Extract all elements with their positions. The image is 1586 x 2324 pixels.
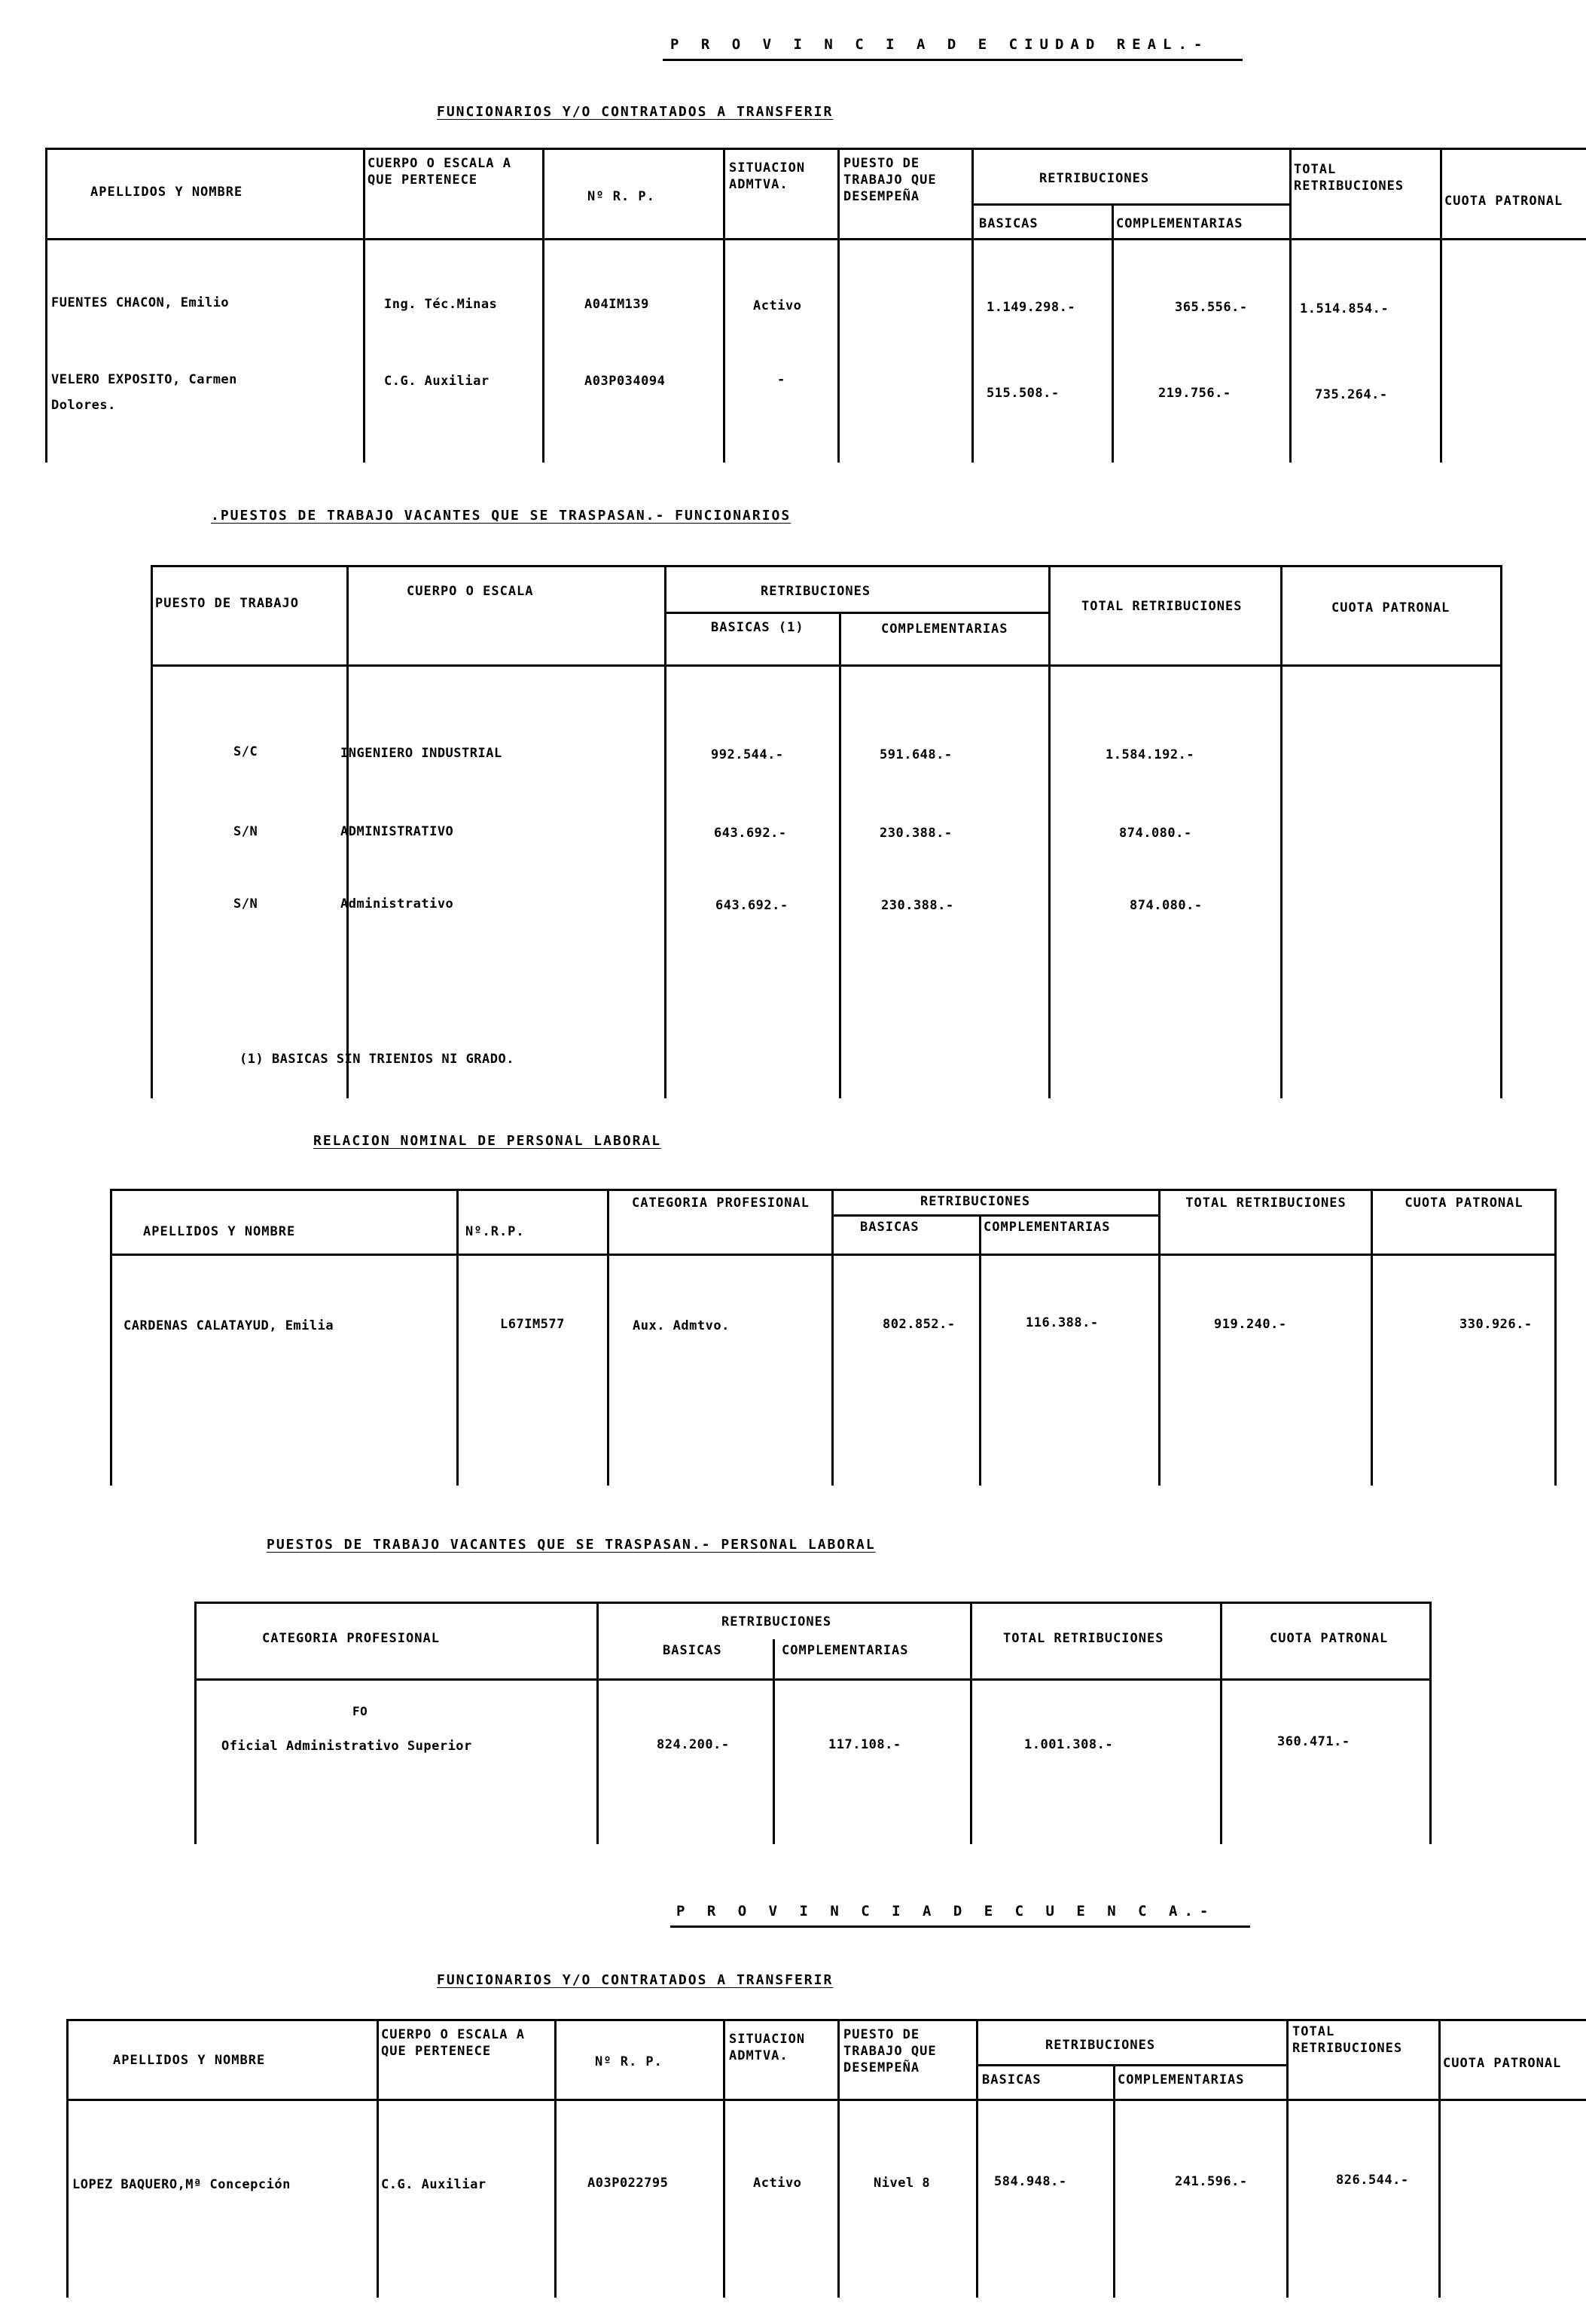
header-compl: COMPLEMENTARIAS: [1116, 216, 1243, 231]
cell-body: C.G. Auxiliar: [384, 374, 490, 389]
header-situation: SITUACION ADMTVA.: [729, 160, 806, 192]
cell-nrp: L67IM577: [500, 1317, 565, 1332]
section-title: PUESTOS DE TRABAJO VACANTES QUE SE TRASPASAN.- PERSONAL LABORAL: [267, 1537, 876, 1553]
cell-total: 874.080.-: [1119, 826, 1192, 841]
header-quota: CUOTA PATRONAL: [1443, 2056, 1562, 2071]
cell-post: Nivel 8: [874, 2176, 931, 2191]
col-border: [194, 1602, 197, 1844]
header-category: CATEGORIA PROFESIONAL: [262, 1631, 440, 1646]
col-border: [554, 2019, 557, 2298]
cell-basic: 515.508.-: [987, 386, 1060, 401]
cell-name: LOPEZ BAQUERO,Mª Concepción: [72, 2177, 291, 2192]
cell-basic: 584.948.-: [994, 2174, 1067, 2189]
header-basic: BASICAS: [663, 1643, 722, 1658]
cell-total: 1.584.192.-: [1106, 747, 1195, 762]
cell-compl: 591.648.-: [880, 747, 953, 762]
cell-name: FUENTES CHACON, Emilio: [51, 295, 230, 310]
col-border: [1438, 2019, 1441, 2298]
table-top-border: [66, 2019, 1586, 2021]
cell-nrp: A03P022795: [587, 2176, 669, 2191]
table-header-border: [45, 238, 1586, 240]
cell-name-continued: Dolores.: [51, 398, 116, 413]
cell-basic: 643.692.-: [714, 826, 787, 841]
col-border: [837, 148, 840, 463]
cell-category: Aux. Admtvo.: [633, 1318, 730, 1333]
header-body: CUERPO O ESCALA A QUE PERTENECE: [368, 156, 511, 188]
cell-post: S/N: [233, 824, 258, 839]
header-name: APELLIDOS Y NOMBRE: [90, 185, 243, 200]
cell-compl: 365.556.-: [1175, 300, 1248, 315]
cell-total: 874.080.-: [1130, 898, 1203, 913]
table-header-border: [194, 1678, 1429, 1681]
header-retrib: RETRIBUCIONES: [920, 1194, 1031, 1209]
table-header-border: [151, 664, 1500, 667]
cell-body: C.G. Auxiliar: [381, 2177, 486, 2192]
header-basic: BASICAS: [979, 216, 1039, 231]
col-border: [1280, 565, 1283, 1098]
section-title: RELACION NOMINAL DE PERSONAL LABORAL: [313, 1133, 662, 1149]
cell-basic: 802.852.-: [883, 1317, 956, 1332]
cell-mark: FO: [352, 1704, 368, 1718]
title-underline: [663, 59, 1243, 61]
col-border: [1048, 565, 1051, 1098]
header-basic: BASICAS: [860, 1220, 920, 1235]
header-post: PUESTO DE TRABAJO: [155, 596, 299, 611]
col-border: [607, 1189, 609, 1486]
header-total: TOTAL RETRIBUCIONES: [1294, 162, 1405, 194]
header-retrib: RETRIBUCIONES: [721, 1614, 832, 1629]
cell-compl: 219.756.-: [1158, 386, 1231, 401]
section-subtitle: FUNCIONARIOS Y/O CONTRATADOS A TRANSFERIR: [437, 1972, 834, 1988]
col-border: [773, 1639, 775, 1844]
header-compl: COMPLEMENTARIAS: [984, 1220, 1111, 1235]
col-border: [1220, 1602, 1222, 1844]
header-body: CUERPO O ESCALA A QUE PERTENECE: [381, 2027, 525, 2059]
col-border: [970, 1602, 972, 1844]
cell-basic: 1.149.298.-: [987, 300, 1076, 315]
header-post: PUESTO DE TRABAJO QUE DESEMPEÑA: [843, 2027, 937, 2075]
cell-basic: 643.692.-: [715, 898, 788, 913]
cell-quota: 330.926.-: [1459, 1317, 1533, 1332]
cell-nrp: A04IM139: [584, 297, 649, 312]
col-border: [979, 1214, 981, 1486]
cell-category: Oficial Administrativo Superior: [221, 1739, 472, 1754]
section-title: .PUESTOS DE TRABAJO VACANTES QUE SE TRASPASAN.- FUNCIONARIOS: [211, 508, 791, 524]
cell-total: 735.264.-: [1315, 387, 1388, 402]
col-border: [363, 148, 365, 463]
header-retrib: RETRIBUCIONES: [761, 584, 871, 599]
section-subtitle: FUNCIONARIOS Y/O CONTRATADOS A TRANSFERIR: [437, 104, 834, 120]
cell-situation: -: [777, 372, 785, 387]
header-total: TOTAL RETRIBUCIONES: [1292, 2024, 1403, 2056]
header-situation: SITUACION ADMTVA.: [729, 2032, 806, 2063]
col-border: [45, 148, 47, 463]
col-border: [1554, 1189, 1557, 1486]
footnote: (1) BASICAS SIN TRIENIOS NI GRADO.: [239, 1052, 514, 1067]
header-total: TOTAL RETRIBUCIONES: [1081, 599, 1243, 614]
cell-name: VELERO EXPOSITO, Carmen: [51, 372, 237, 387]
province-title: P R O V I N C I A D E C U E N C A.-: [676, 1903, 1215, 1919]
header-compl: COMPLEMENTARIAS: [782, 1643, 909, 1658]
retrib-subheader-border: [831, 1214, 1158, 1217]
col-border: [971, 148, 974, 463]
cell-basic: 992.544.-: [711, 747, 784, 762]
table-header-border: [66, 2099, 1586, 2101]
cell-quota: 360.471.-: [1277, 1734, 1350, 1749]
header-compl: COMPLEMENTARIAS: [881, 621, 1008, 637]
cell-situation: Activo: [753, 2176, 802, 2191]
cell-nrp: A03P034094: [584, 374, 666, 389]
header-basic: BASICAS: [982, 2072, 1042, 2087]
header-quota: CUOTA PATRONAL: [1331, 600, 1450, 615]
col-border: [839, 613, 841, 1098]
col-border: [66, 2019, 69, 2298]
cell-body: Ing. Téc.Minas: [384, 297, 498, 312]
col-border: [596, 1602, 599, 1844]
header-nrp: Nº.R.P.: [465, 1224, 525, 1239]
retrib-subheader-border: [971, 203, 1289, 206]
cell-total: 1.001.308.-: [1024, 1737, 1114, 1752]
col-border: [1289, 148, 1292, 463]
header-retrib: RETRIBUCIONES: [1045, 2038, 1156, 2053]
cell-name: CARDENAS CALATAYUD, Emilia: [124, 1318, 334, 1333]
cell-situation: Activo: [753, 298, 802, 313]
retrib-subheader-border: [976, 2064, 1286, 2066]
header-name: APELLIDOS Y NOMBRE: [113, 2053, 266, 2068]
header-compl: COMPLEMENTARIAS: [1118, 2072, 1245, 2087]
header-basic: BASICAS (1): [711, 620, 804, 635]
header-quota: CUOTA PATRONAL: [1444, 194, 1563, 209]
header-total: TOTAL RETRIBUCIONES: [1003, 1631, 1164, 1646]
cell-compl: 116.388.-: [1026, 1315, 1099, 1330]
header-quota: CUOTA PATRONAL: [1405, 1196, 1523, 1211]
cell-compl: 230.388.-: [880, 826, 953, 841]
col-border: [723, 148, 725, 463]
col-border: [976, 2019, 978, 2298]
col-border: [1429, 1602, 1432, 1844]
cell-compl: 230.388.-: [881, 898, 954, 913]
header-quota: CUOTA PATRONAL: [1270, 1631, 1389, 1646]
header-retrib: RETRIBUCIONES: [1039, 171, 1150, 186]
col-border: [1500, 565, 1502, 1098]
retrib-subheader-border: [664, 612, 1048, 614]
header-name: APELLIDOS Y NOMBRE: [143, 1224, 296, 1239]
col-border: [1286, 2019, 1289, 2298]
col-border: [456, 1189, 459, 1486]
cell-body: INGENIERO INDUSTRIAL: [340, 746, 502, 761]
province-title: P R O V I N C I A D E CIUDAD REAL.-: [670, 36, 1209, 53]
cell-body: Administrativo: [340, 896, 454, 912]
cell-compl: 117.108.-: [828, 1737, 901, 1752]
title-underline: [670, 1925, 1250, 1928]
col-border: [151, 565, 153, 1098]
col-border: [723, 2019, 725, 2298]
col-border: [542, 148, 544, 463]
header-body: CUERPO O ESCALA: [407, 584, 534, 599]
header-category: CATEGORIA PROFESIONAL: [632, 1196, 810, 1211]
col-border: [664, 565, 666, 1098]
col-border: [377, 2019, 379, 2298]
header-total: TOTAL RETRIBUCIONES: [1185, 1196, 1347, 1211]
header-nrp: Nº R. P.: [595, 2054, 663, 2069]
col-border: [837, 2019, 840, 2298]
col-border: [1371, 1189, 1373, 1486]
cell-body: ADMINISTRATIVO: [340, 824, 454, 839]
cell-total: 826.544.-: [1336, 2173, 1409, 2188]
col-border: [1158, 1189, 1161, 1486]
header-nrp: Nº R. P.: [587, 189, 655, 204]
cell-compl: 241.596.-: [1175, 2174, 1248, 2189]
cell-basic: 824.200.-: [657, 1737, 730, 1752]
col-border: [831, 1189, 834, 1486]
col-border: [1440, 148, 1442, 463]
cell-post: S/C: [233, 744, 258, 759]
col-border: [1113, 2064, 1115, 2298]
col-border: [110, 1189, 112, 1486]
cell-total: 1.514.854.-: [1300, 301, 1389, 316]
header-post: PUESTO DE TRABAJO QUE DESEMPEÑA: [843, 156, 937, 204]
table-top-border: [151, 565, 1500, 567]
cell-total: 919.240.-: [1214, 1317, 1287, 1332]
cell-post: S/N: [233, 896, 258, 912]
col-border: [1112, 203, 1114, 463]
table-top-border: [194, 1602, 1429, 1604]
table-top-border: [45, 148, 1586, 150]
